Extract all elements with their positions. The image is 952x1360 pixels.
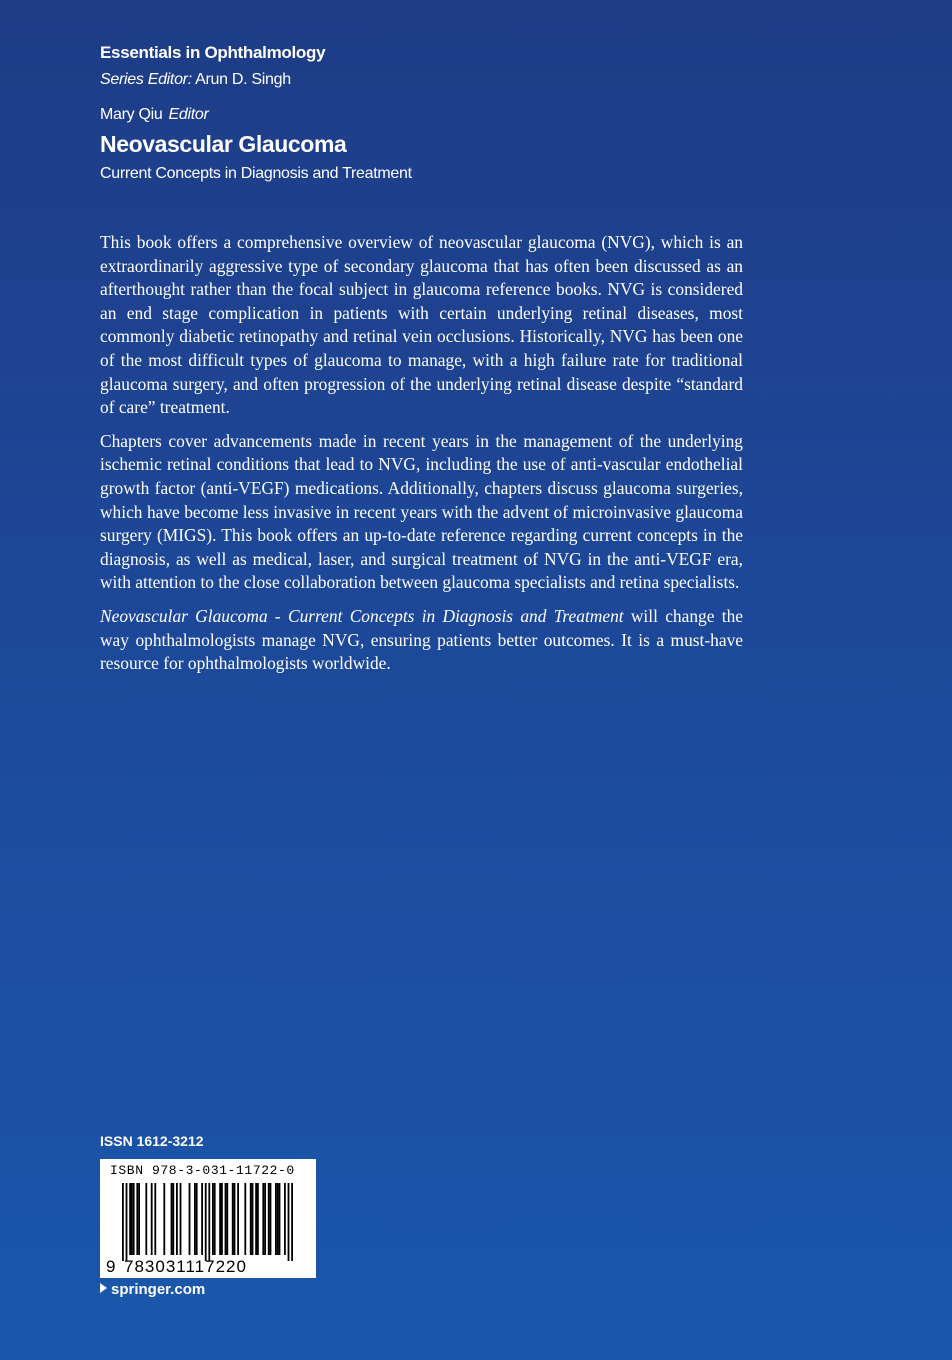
barcode-bar: [138, 1183, 140, 1255]
barcode-bar: [232, 1183, 234, 1255]
series-editor: [100, 71, 291, 89]
barcode-bar: [255, 1183, 257, 1255]
barcode-bar: [279, 1183, 281, 1255]
barcode-bar: [154, 1183, 156, 1255]
book-blurb: [100, 231, 743, 686]
barcode-bar: [172, 1183, 174, 1255]
series-editor-name: Arun D. Singh: [195, 71, 291, 88]
barcode-bar: [201, 1183, 203, 1255]
barcode-bar: [268, 1183, 270, 1255]
barcode-bar: [196, 1183, 198, 1255]
blurb-paragraph-1: This book offers a comprehensive overview of neovascular glaucoma (NVG), which is an extraordinarily aggressive type of secondary glaucoma that has often been discussed as an afterthought rather than the focal subject in glaucoma reference books. NVG is considered an end stage complication in patients with certain underlying retinal diseases, most commonly diabetic retinopathy and retinal vein occlusions. Historically, NVG has been one of the most difficult types of glaucoma to manage, with a high failure rate for traditional glaucoma surgery, and often progression of the underlying retinal disease despite “standard of care” treatment.: [100, 232, 743, 418]
blurb-paragraph-3-rest: will change the way ophthalmologists manage NVG, ensuring patients better outcomes. It is a must-have resource for ophthalmologists worldwide.: [100, 605, 743, 674]
barcode-bar: [225, 1183, 227, 1255]
barcode-bar: [226, 1183, 228, 1255]
barcode-bar: [291, 1183, 293, 1261]
arrow-right-icon: [100, 1283, 107, 1293]
blurb-title-italic: Neovascular Glaucoma - Current Concepts in Diagnosis and Treatment: [100, 605, 624, 626]
barcode-bar: [264, 1183, 266, 1255]
book-title: Neovascular Glaucoma: [100, 131, 347, 157]
barcode-bar: [176, 1183, 178, 1255]
book-subtitle: Current Concepts in Diagnosis and Treatment: [100, 165, 412, 182]
barcode-bar: [131, 1183, 133, 1255]
blurb-paragraph-2: Chapters cover advancements made in recent years in the management of the underlying ischemic retinal conditions that lead to NVG, including the use of anti-vascular endothelial growth factor (anti-VEGF) medications. Additionally, chapters discuss glaucoma surgeries, which have become less invasive in recent years with the advent of microinvasive glaucoma surgery (MIGS). This book offers an up-to-date reference regarding current concepts in the diagnosis, as well as medical, laser, and surgical treatment of NVG in the anti-VEGF era, with attention to the close collaboration between glaucoma specialists and retina specialists.: [100, 430, 743, 593]
barcode-bar: [133, 1183, 135, 1255]
barcode-bar: [214, 1183, 216, 1255]
barcode-bar: [171, 1183, 173, 1255]
barcode-bar: [277, 1183, 279, 1255]
barcode-lead-digit: 9: [106, 1257, 116, 1276]
series-editor-label: Series Editor:: [100, 71, 192, 88]
barcode-bar: [194, 1183, 196, 1255]
barcode-bar: [205, 1183, 207, 1261]
publisher-link[interactable]: [100, 1281, 205, 1298]
barcode-bar: [237, 1183, 239, 1255]
book-editor-role: Editor: [168, 106, 209, 123]
barcode-digits: 783031117220: [124, 1257, 247, 1276]
barcode-bar: [129, 1183, 131, 1255]
barcode-bar: [250, 1183, 252, 1255]
barcode-bar: [151, 1183, 153, 1255]
barcode-bar: [145, 1183, 147, 1255]
barcode-bar: [219, 1183, 221, 1255]
series-title: Essentials in Ophthalmology: [100, 43, 326, 62]
barcode-bar: [122, 1183, 124, 1261]
barcode-bar: [221, 1183, 223, 1255]
isbn-barcode: [100, 1159, 316, 1278]
book-editor-name: Mary Qiu: [100, 106, 163, 123]
publisher-url: springer.com: [111, 1281, 206, 1298]
blurb-paragraph-3: [100, 605, 743, 676]
barcode-bar: [212, 1183, 214, 1255]
isbn-label: ISBN 978-3-031-11722-0: [110, 1163, 295, 1178]
barcode-bar: [180, 1183, 182, 1255]
barcode-bar: [163, 1183, 165, 1255]
barcode-bar: [136, 1183, 138, 1255]
barcode-bar: [208, 1183, 210, 1261]
barcode-bar: [252, 1183, 254, 1255]
barcode-bar: [262, 1183, 264, 1255]
barcode-bar: [284, 1183, 286, 1255]
barcode-bar: [244, 1183, 246, 1255]
barcode-bar: [288, 1183, 290, 1261]
book-editor: [100, 106, 209, 124]
barcode-bar: [189, 1183, 191, 1255]
barcode-bar: [234, 1183, 236, 1255]
issn: ISSN 1612-3212: [100, 1133, 204, 1149]
barcode-bar: [257, 1183, 259, 1255]
barcode-bar: [270, 1183, 272, 1255]
barcode-bar: [126, 1183, 128, 1261]
barcode-bar: [275, 1183, 277, 1255]
